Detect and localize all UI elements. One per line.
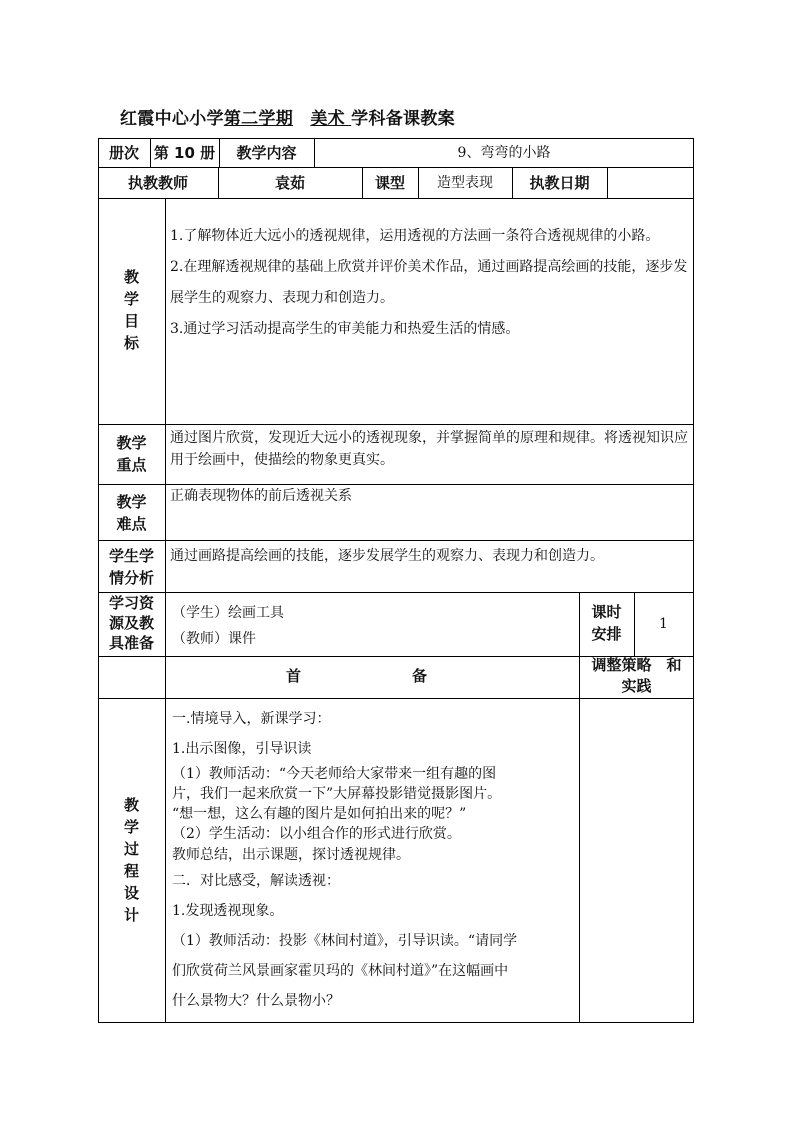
title-term: 第二学期 [223,109,294,129]
process-line: （1）教师活动：投影《林间村道》，引导识读。“请同学 [172,933,518,949]
date-label: 执教日期 [529,174,590,192]
process-line: 二．对比感受，解读透视： [172,873,340,889]
prep-header-second: 备 [412,667,428,685]
title-doc-type: 学科备课教案 [351,109,455,129]
rule [98,167,694,168]
title-subject: 美术 [310,109,352,129]
rule [98,698,694,699]
rule [98,540,694,541]
rule [579,656,580,1022]
rule [165,198,166,1022]
content-label: 教学内容 [236,144,297,162]
rule [98,1022,694,1023]
rule [98,484,694,485]
content-value: 9、弯弯的小路 [457,145,551,161]
process-label: 教 学 过 程 设 计 [123,796,139,924]
objectives-list [170,221,690,345]
objective-item: 1.了解物体近大远小的透视规律，运用透视的方法画一条符合透视规律的小路。 [170,228,660,244]
key-points-text: 通过图片欣赏，发现近大远小的透视现象，并掌握简单的原理和规律。将透视知识应用于绘画中，使描绘的物象更真实。 [170,430,688,468]
period-value: 1 [659,616,668,632]
process-line: 1.出示图像，引导识读 [172,741,312,757]
difficulties-label: 教学 难点 [116,493,147,533]
process-line: 一.情境导入，新课学习： [172,711,331,727]
rule [693,138,694,1022]
process-line: 教师总结，出示课题，探讨透视规律。 [172,847,410,863]
rule [98,138,694,139]
teacher-value: 袁茹 [274,174,305,192]
process-line: （1）教师活动：“今天老师给大家带来一组有趣的图 [172,766,497,782]
process-line: 片，我们一起来欣赏一下”大屏幕投影错觉摄影图片。 [172,786,502,802]
rule [98,592,694,593]
teacher-label: 执教教师 [127,174,188,192]
objective-item: 2.在理解透视规律的基础上欣赏并评价美术作品，通过画路提高绘画的技能，逐步发展学生的观察力、表现力和创造力。 [170,259,688,306]
title-school: 红霞中心小学 [120,109,224,129]
rule [607,167,608,198]
key-points-label: 教学 重点 [116,434,147,474]
process-line: 什么景物大？什么景物小？ [172,993,340,1009]
process-line: （2）学生活动：以小组合作的形式进行欣赏。 [172,826,461,842]
resources-student: （学生）绘画工具 [172,605,284,621]
volume-value: 第 10 册 [153,144,216,162]
process-line: “想一想，这么有趣的图片是如何拍出来的呢？” [172,806,467,822]
resources-teacher: （教师）课件 [172,631,256,647]
rule [98,198,694,199]
period-label: 课时 安排 [591,603,622,643]
process-line: 们欣赏荷兰风景画家霍贝玛的《林间村道》”在这幅画中 [172,963,509,979]
objective-item: 3.通过学习活动提高学生的审美能力和热爱生活的情感。 [170,321,520,337]
objectives-label: 教 学 目 标 [123,268,139,352]
type-label: 课型 [374,174,405,192]
process-line: 1.发现透视现象。 [172,903,284,919]
type-value: 造型表现 [437,175,493,191]
lesson-plan-table [98,138,694,1022]
process-body [172,704,517,1016]
difficulties-text: 正确表现物体的前后透视关系 [170,488,352,504]
prep-header-first: 首 [286,667,302,685]
resources-label: 学习资 源及教 具准备 [108,594,154,652]
student-analysis-label: 学生学 情分析 [108,547,154,587]
rule [98,424,694,425]
document-title [120,104,455,129]
student-analysis-text: 通过画路提高绘画的技能，逐步发展学生的观察力、表现力和创造力。 [170,548,604,564]
adjust-strategy-header: 调整策略 和 实践 [591,656,682,695]
volume-label: 册次 [108,144,139,162]
